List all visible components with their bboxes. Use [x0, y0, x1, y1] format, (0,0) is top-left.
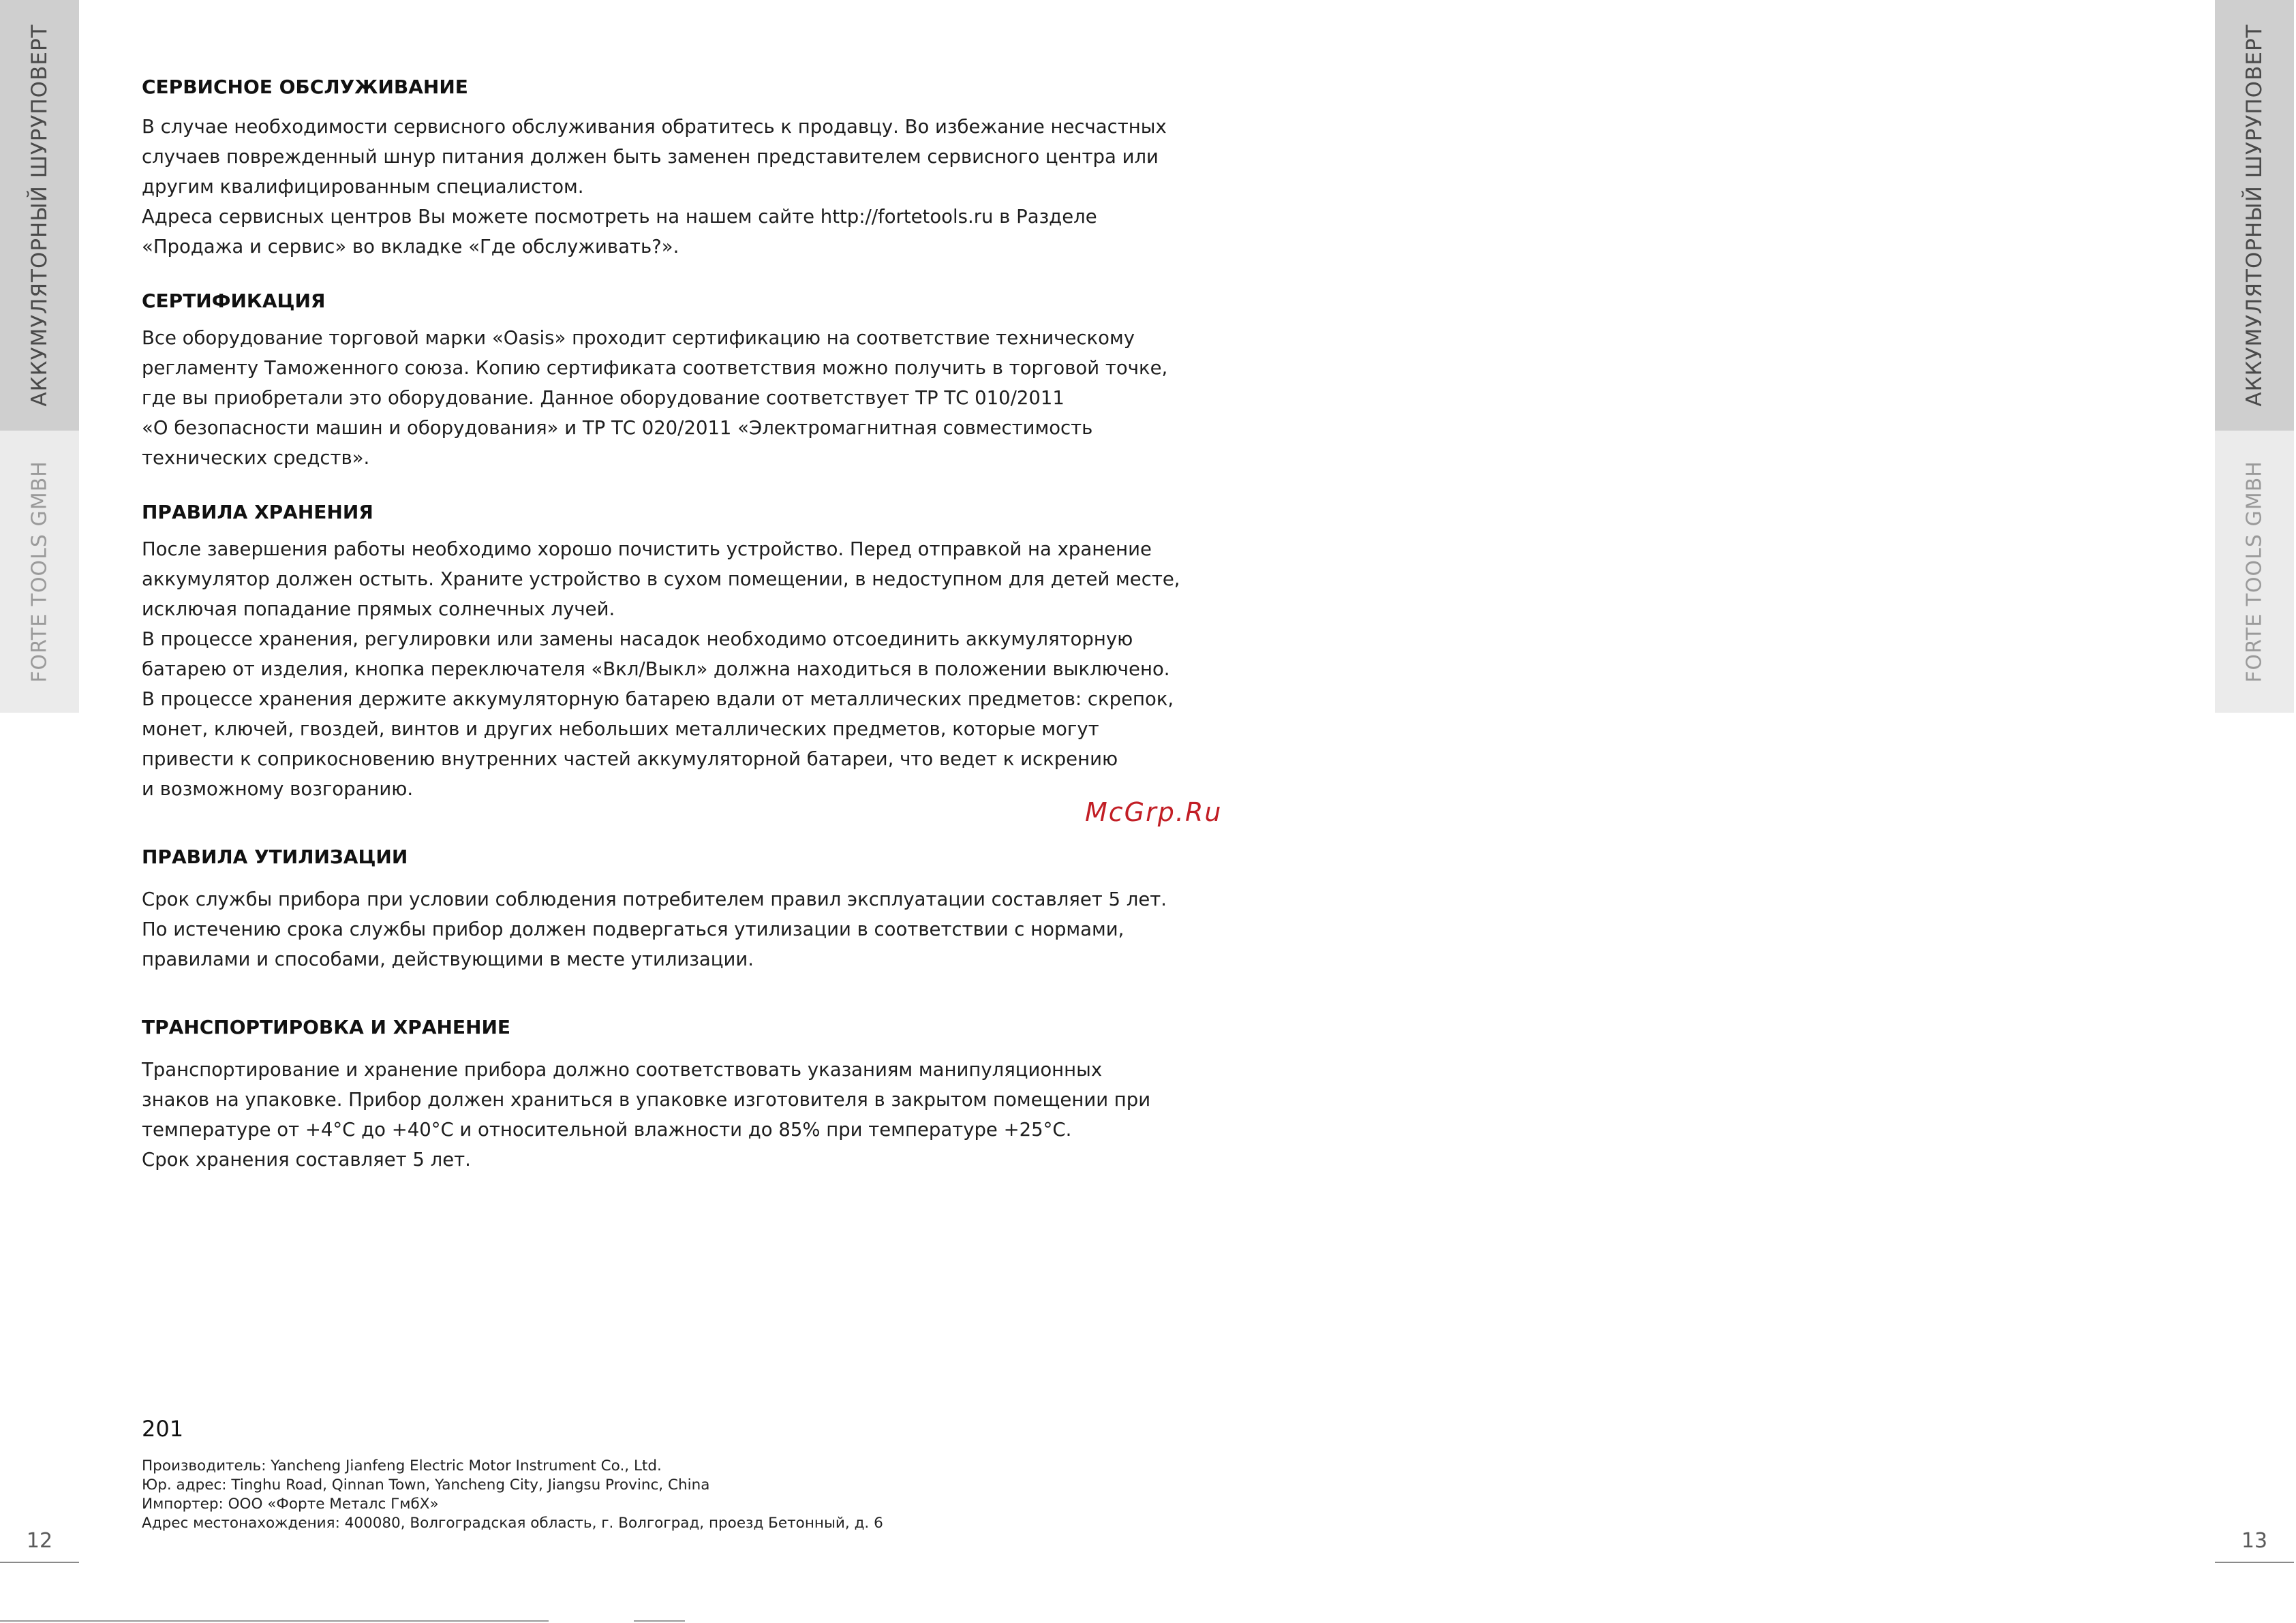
- footer-line: Юр. адрес: Tinghu Road, Qinnan Town, Yancheng City, Jiangsu Provinc, China: [142, 1477, 710, 1494]
- manufacturer-footer: [142, 1457, 883, 1533]
- text-line: температуре от +4°С до +40°С и относительной влажности до 85% при температуре +25°С.: [142, 1119, 1072, 1141]
- text-line: правилами и способами, действующими в месте утилизации.: [142, 948, 754, 970]
- text-line: и возможному возгоранию.: [142, 778, 414, 800]
- text-line: случаев поврежденный шнур питания должен быть заменен представителем сервисного центра или: [142, 146, 1159, 168]
- text-line: регламенту Таможенного союза. Копию сертификата соответствия можно получить в торговой точке,: [142, 357, 1168, 379]
- text-line: технических средств».: [142, 447, 370, 469]
- left-page-rule: [0, 1562, 79, 1563]
- section-certification: [142, 288, 1168, 473]
- bottom-rule-short: [634, 1620, 685, 1622]
- section-disposal: [142, 844, 1167, 974]
- left-tab-product: [0, 0, 79, 431]
- right-tab-product-label: АККУМУЛЯТОРНЫЙ ШУРУПОВЕРТ: [2242, 24, 2267, 407]
- text-line: Все оборудование торговой марки «Oasis» проходит сертификацию на соответствие техническому: [142, 327, 1135, 349]
- right-page-number: 13: [2241, 1529, 2268, 1553]
- text-line: «Продажа и сервис» во вкладке «Где обслуживать?».: [142, 236, 679, 258]
- right-tab-brand-label: FORTE TOOLS GMBH: [2242, 461, 2267, 683]
- section-title: ПРАВИЛА УТИЛИЗАЦИИ: [142, 846, 408, 868]
- section-title: СЕРВИСНОЕ ОБСЛУЖИВАНИЕ: [142, 76, 468, 98]
- text-line: другим квалифицированным специалистом.: [142, 176, 584, 198]
- text-line: «О безопасности машин и оборудования» и ТР ТС 020/2011 «Электромагнитная совместимость: [142, 417, 1093, 439]
- footer-line: Импортер: ООО «Форте Металс ГмбХ»: [142, 1496, 439, 1513]
- text-line: По истечению срока службы прибор должен подвергаться утилизации в соответствии с нормами,: [142, 918, 1124, 940]
- text-line: Транспортирование и хранение прибора должно соответствовать указаниям манипуляционных: [142, 1059, 1103, 1081]
- section-storage-rules: [142, 499, 1180, 804]
- left-tab-product-label: АККУМУЛЯТОРНЫЙ ШУРУПОВЕРТ: [27, 24, 52, 407]
- section-service: [142, 74, 1167, 262]
- left-tab-brand-label: FORTE TOOLS GMBH: [27, 461, 52, 683]
- section-title: ПРАВИЛА ХРАНЕНИЯ: [142, 501, 373, 523]
- footer-line: Адрес местонахождения: 400080, Волгоградская область, г. Волгоград, проезд Бетонный, д. 6: [142, 1515, 883, 1532]
- text-line: привести к соприкосновению внутренних частей аккумуляторной батареи, что ведет к искрению: [142, 748, 1118, 770]
- text-line: батарею от изделия, кнопка переключателя «Вкл/Выкл» должна находиться в положении выключено.: [142, 658, 1170, 680]
- right-page-rule: [2215, 1562, 2294, 1563]
- text-line: Срок службы прибора при условии соблюдения потребителем правил эксплуатации составляет 5 лет.: [142, 888, 1167, 910]
- text-line: исключая попадание прямых солнечных лучей.: [142, 598, 615, 620]
- text-line: где вы приобретали это оборудование. Данное оборудование соответствует ТР ТС 010/2011: [142, 387, 1065, 409]
- footer-line: Производитель: Yancheng Jianfeng Electric Motor Instrument Co., Ltd.: [142, 1457, 662, 1474]
- text-line: знаков на упаковке. Прибор должен храниться в упаковке изготовителя в закрытом помещении при: [142, 1089, 1151, 1111]
- text-line: В процессе хранения, регулировки или замены насадок необходимо отсоединить аккумуляторную: [142, 628, 1133, 650]
- right-tab-product: [2215, 0, 2294, 431]
- section-title: ТРАНСПОРТИРОВКА И ХРАНЕНИЕ: [142, 1016, 511, 1038]
- text-line: монет, ключей, гвоздей, винтов и других небольших металлических предметов, которые могут: [142, 718, 1099, 740]
- section-transport: [142, 1014, 1151, 1175]
- text-line: Срок хранения составляет 5 лет.: [142, 1149, 471, 1171]
- text-line: аккумулятор должен остыть. Храните устройство в сухом помещении, в недоступном для детей месте,: [142, 568, 1180, 590]
- text-line: После завершения работы необходимо хорошо почистить устройство. Перед отправкой на хранение: [142, 538, 1152, 560]
- bottom-rule: [0, 1620, 549, 1622]
- watermark-link[interactable]: McGrp.Ru: [1085, 797, 1223, 827]
- document-page-number: 201: [142, 1416, 184, 1442]
- text-line: Адреса сервисных центров Вы можете посмотреть на нашем сайте http://fortetools.ru в Разделе: [142, 206, 1097, 228]
- left-tab-brand: [0, 431, 79, 713]
- text-line: В процессе хранения держите аккумуляторную батарею вдали от металлических предметов: скрепок,: [142, 688, 1174, 710]
- left-page-number: 12: [26, 1529, 53, 1553]
- right-tab-brand: [2215, 431, 2294, 713]
- text-line: В случае необходимости сервисного обслуживания обратитесь к продавцу. Во избежание несчастных: [142, 116, 1167, 138]
- section-title: СЕРТИФИКАЦИЯ: [142, 290, 326, 312]
